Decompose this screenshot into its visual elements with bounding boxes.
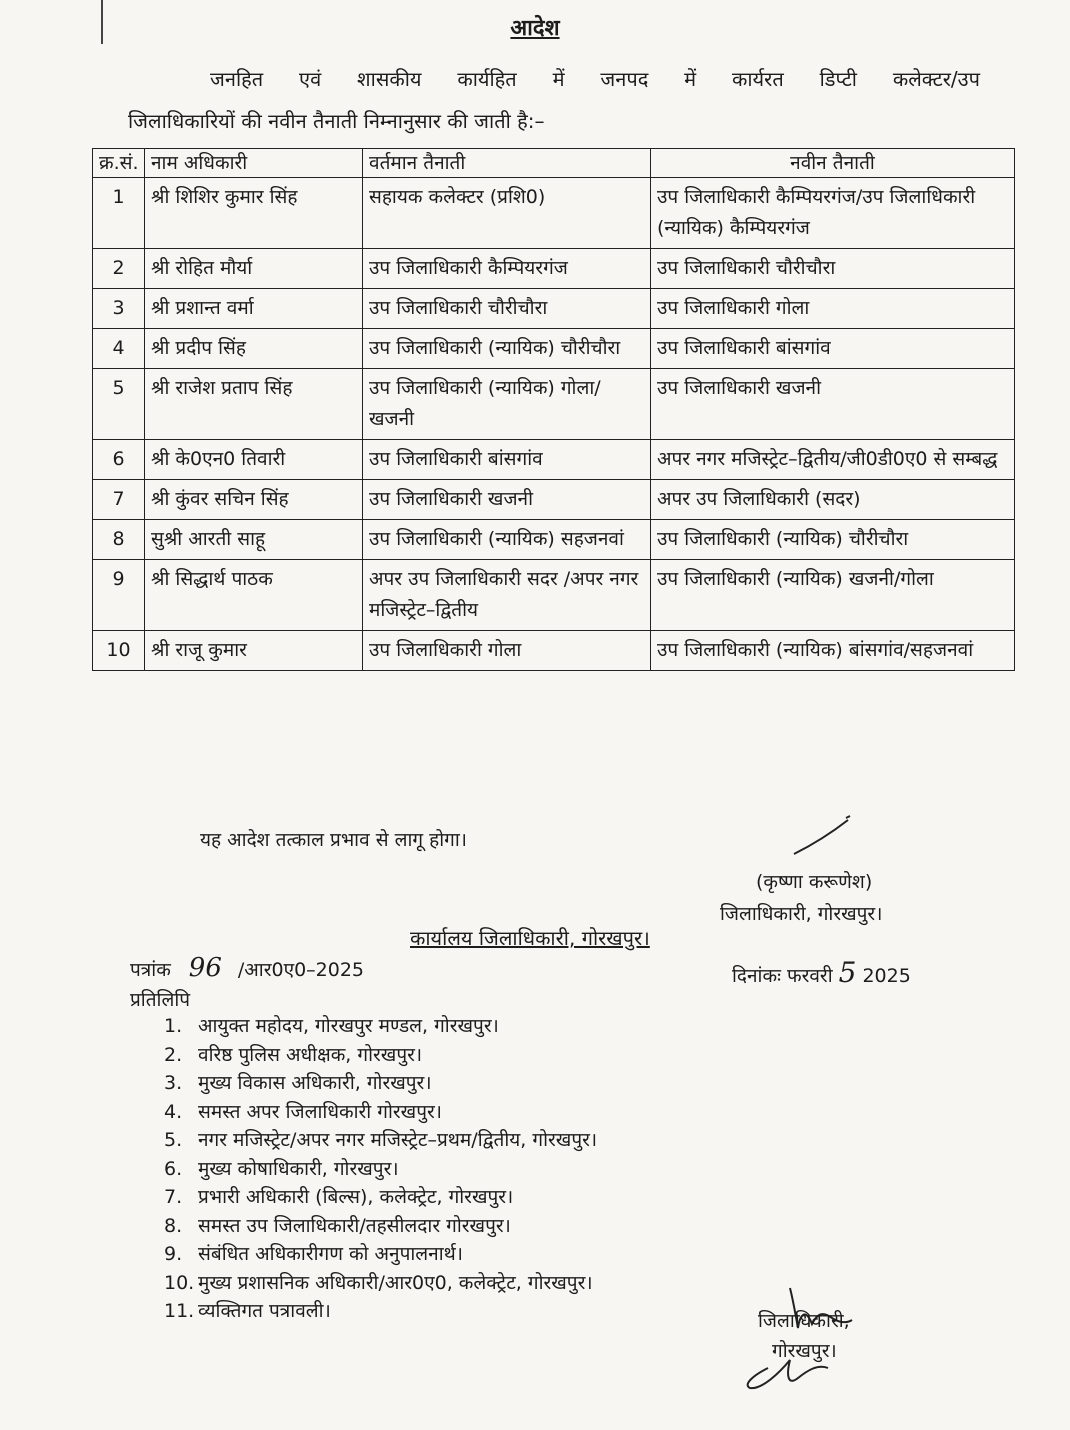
table-row xyxy=(93,178,1015,249)
intro-paragraph xyxy=(128,58,980,142)
cell-name: श्री रोहित मौर्या xyxy=(145,249,363,289)
cell-new: अपर नगर मजिस्ट्रेट–द्वितीय/जी0डी0ए0 से सम्बद्ध xyxy=(651,440,1015,480)
cell-sn: 7 xyxy=(93,480,145,520)
signature-mark-1 xyxy=(790,812,860,862)
table-header-row xyxy=(93,149,1015,178)
intro-line-1: जनहित एवं शासकीय कार्यहित में जनपद में कार्यरत डिप्टी कलेक्टर/उप xyxy=(210,67,980,91)
cell-current: उप जिलाधिकारी (न्यायिक) सहजनवां xyxy=(363,520,651,560)
header-current: वर्तमान तैनाती xyxy=(363,149,651,178)
cell-sn: 8 xyxy=(93,520,145,560)
list-item: 7. प्रभारी अधिकारी (बिल्स), कलेक्ट्रेट, गोरखपुर। xyxy=(164,1186,514,1208)
date-year: 2025 xyxy=(862,965,911,987)
letter-prefix: पत्रांक xyxy=(130,959,171,981)
letter-suffix: /आर0ए0–2025 xyxy=(237,959,365,981)
letter-date xyxy=(732,956,911,989)
cell-new: उप जिलाधिकारी बांसगांव xyxy=(651,329,1015,369)
signatory-block xyxy=(720,866,882,930)
header-sn: क्र.सं. xyxy=(93,149,145,178)
cell-name: श्री प्रदीप सिंह xyxy=(145,329,363,369)
letter-number-value: 96 xyxy=(188,953,222,983)
table-row xyxy=(93,369,1015,440)
signatory-designation: जिलाधिकारी, गोरखपुर। xyxy=(720,903,883,925)
list-item: 6. मुख्य कोषाधिकारी, गोरखपुर। xyxy=(164,1157,399,1180)
footer-city: गोरखपुर। xyxy=(772,1340,837,1362)
cell-new: उप जिलाधिकारी (न्यायिक) खजनी/गोला xyxy=(651,560,1015,631)
cell-sn: 9 xyxy=(93,560,145,631)
intro-line-2: जिलाधिकारियों की नवीन तैनाती निम्नानुसार की जाती है:– xyxy=(128,109,545,133)
cell-current: उप जिलाधिकारी खजनी xyxy=(363,480,651,520)
copy-label: प्रतिलिपि xyxy=(130,989,191,1011)
cell-current: उप जिलाधिकारी (न्यायिक) गोला/खजनी xyxy=(363,369,651,440)
cell-name: श्री सिद्धार्थ पाठक xyxy=(145,560,363,631)
footer-signature-block xyxy=(758,1306,850,1366)
cell-new: उप जिलाधिकारी खजनी xyxy=(651,369,1015,440)
office-heading: कार्यालय जिलाधिकारी, गोरखपुर। xyxy=(410,926,650,950)
list-item: 2. वरिष्ठ पुलिस अधीक्षक, गोरखपुर। xyxy=(164,1043,423,1066)
cell-sn: 6 xyxy=(93,440,145,480)
list-item: 4. समस्त अपर जिलाधिकारी गोरखपुर। xyxy=(164,1100,442,1123)
letter-number xyxy=(130,953,364,983)
table-row xyxy=(93,249,1015,289)
cell-sn: 3 xyxy=(93,289,145,329)
cell-new: उप जिलाधिकारी (न्यायिक) चौरीचौरा xyxy=(651,520,1015,560)
cell-name: श्री प्रशान्त वर्मा xyxy=(145,289,363,329)
date-prefix: दिनांकः फरवरी xyxy=(732,965,833,987)
date-day: 5 xyxy=(838,956,857,989)
cell-current: उप जिलाधिकारी बांसगांव xyxy=(363,440,651,480)
cell-name: श्री राजू कुमार xyxy=(145,631,363,671)
cell-new: उप जिलाधिकारी कैम्पियरगंज/उप जिलाधिकारी (न्यायिक) कैम्पियरगंज xyxy=(651,178,1015,249)
table-row xyxy=(93,631,1015,671)
table-row xyxy=(93,520,1015,560)
cell-sn: 2 xyxy=(93,249,145,289)
list-item: 8. समस्त उप जिलाधिकारी/तहसीलदार गोरखपुर। xyxy=(164,1214,511,1237)
cell-current: उप जिलाधिकारी कैम्पियरगंज xyxy=(363,249,651,289)
list-item: 10. मुख्य प्रशासनिक अधिकारी/आर0ए0, कलेक्ट्रेट, गोरखपुर। xyxy=(164,1271,593,1294)
list-item: 9. संबंधित अधिकारीगण को अनुपालनार्थ। xyxy=(164,1243,463,1265)
table-row xyxy=(93,560,1015,631)
list-item: 11. व्यक्तिगत पत्रावली। xyxy=(164,1300,331,1322)
cell-sn: 4 xyxy=(93,329,145,369)
document-title: आदेश xyxy=(510,16,560,41)
signatory-name: (कृष्णा करूणेश) xyxy=(756,871,873,893)
cell-current: उप जिलाधिकारी गोला xyxy=(363,631,651,671)
cell-name: श्री कुंवर सचिन सिंह xyxy=(145,480,363,520)
header-new: नवीन तैनाती xyxy=(651,149,1015,178)
cell-new: उप जिलाधिकारी चौरीचौरा xyxy=(651,249,1015,289)
list-item: 3. मुख्य विकास अधिकारी, गोरखपुर। xyxy=(164,1072,432,1094)
table-row xyxy=(93,289,1015,329)
effect-note: यह आदेश तत्काल प्रभाव से लागू होगा। xyxy=(200,829,467,851)
cell-name: श्री के0एन0 तिवारी xyxy=(145,440,363,480)
cell-current: उप जिलाधिकारी (न्यायिक) चौरीचौरा xyxy=(363,329,651,369)
cell-name: श्री राजेश प्रताप सिंह xyxy=(145,369,363,440)
list-item: 1. आयुक्त महोदय, गोरखपुर मण्डल, गोरखपुर। xyxy=(164,1015,499,1037)
cell-new: उप जिलाधिकारी गोला xyxy=(651,289,1015,329)
copy-list xyxy=(164,1012,597,1326)
cell-name: श्री शिशिर कुमार सिंह xyxy=(145,178,363,249)
header-name: नाम अधिकारी xyxy=(145,149,363,178)
posting-table xyxy=(92,148,1015,671)
cell-current: अपर उप जिलाधिकारी सदर /अपर नगर मजिस्ट्रेट–द्वितीय xyxy=(363,560,651,631)
footer-designation: जिलाधिकारी, xyxy=(758,1310,850,1332)
cell-new: अपर उप जिलाधिकारी (सदर) xyxy=(651,480,1015,520)
table-row xyxy=(93,480,1015,520)
cell-current: उप जिलाधिकारी चौरीचौरा xyxy=(363,289,651,329)
cell-current: सहायक कलेक्टर (प्रशि0) xyxy=(363,178,651,249)
cell-sn: 1 xyxy=(93,178,145,249)
table-row xyxy=(93,440,1015,480)
cell-new: उप जिलाधिकारी (न्यायिक) बांसगांव/सहजनवां xyxy=(651,631,1015,671)
table-row xyxy=(93,329,1015,369)
cell-sn: 5 xyxy=(93,369,145,440)
cell-name: सुश्री आरती साहू xyxy=(145,520,363,560)
list-item: 5. नगर मजिस्ट्रेट/अपर नगर मजिस्ट्रेट–प्रथम/द्वितीय, गोरखपुर। xyxy=(164,1129,598,1151)
cell-sn: 10 xyxy=(93,631,145,671)
